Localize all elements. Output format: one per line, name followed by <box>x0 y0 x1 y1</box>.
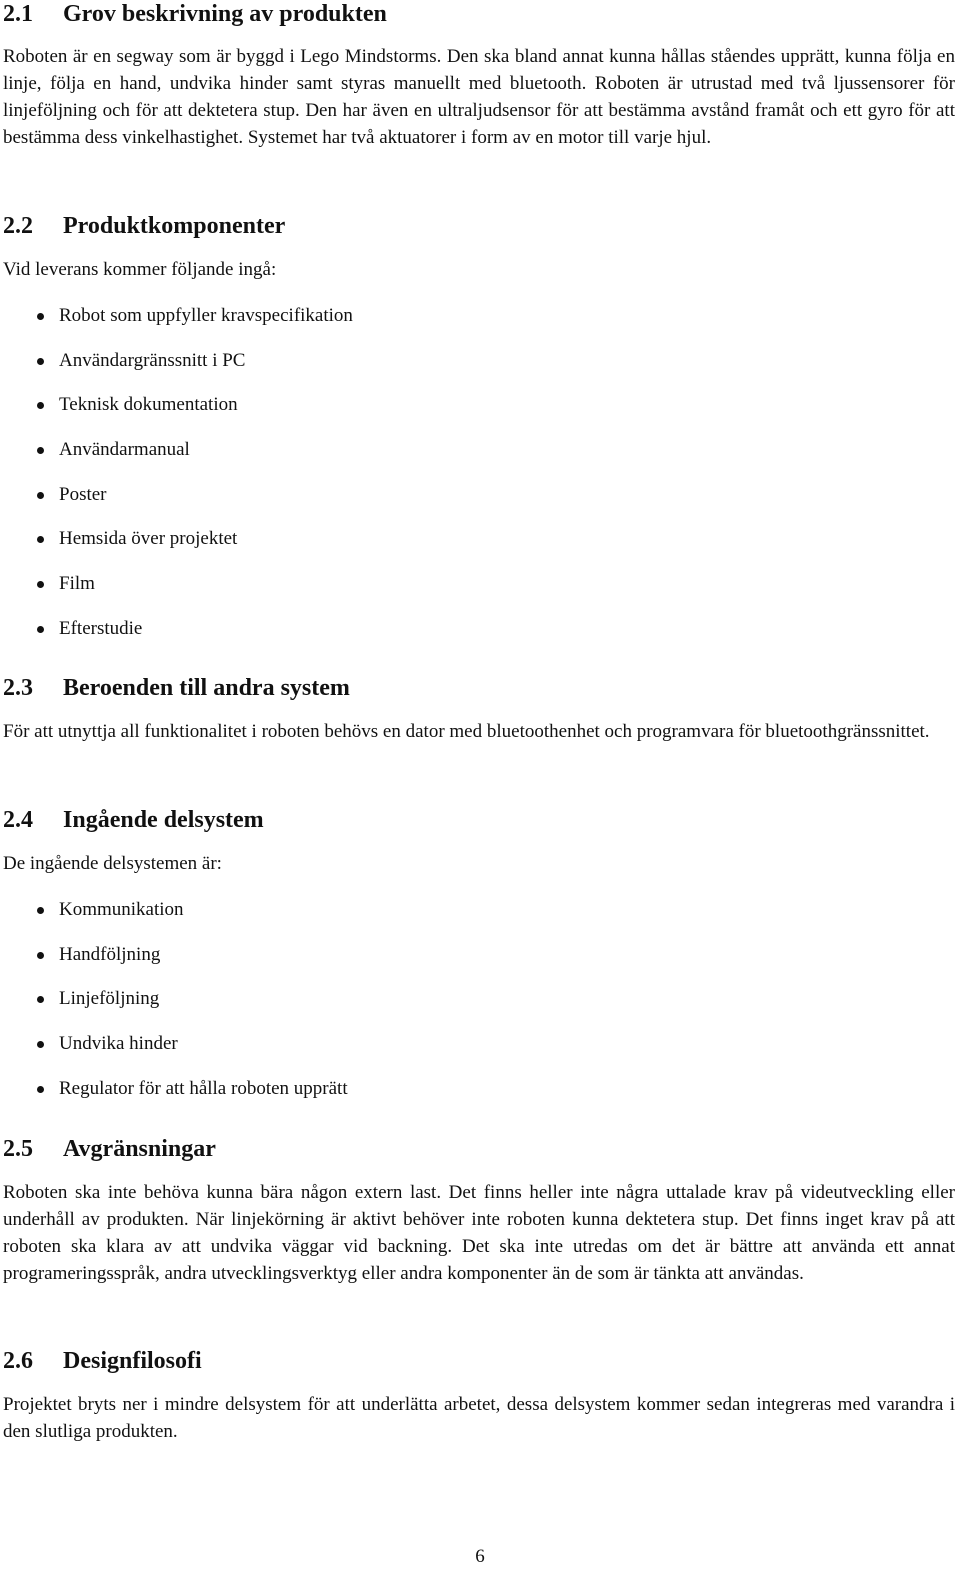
section-2-1 <box>3 0 955 151</box>
list-item <box>3 394 955 439</box>
list-item-label: Handföljning <box>59 943 161 965</box>
section-title: Produktkomponenter <box>63 213 286 239</box>
section-heading <box>3 1347 955 1375</box>
list-item-label: Linjeföljning <box>59 988 160 1010</box>
list-item <box>3 350 955 395</box>
list-item <box>3 899 955 944</box>
bullet-icon <box>37 581 44 588</box>
section-2-4 <box>3 806 955 1122</box>
section-heading <box>3 212 955 240</box>
bullet-icon <box>37 1041 44 1048</box>
bullet-icon <box>37 1086 44 1093</box>
bullet-icon <box>37 447 44 454</box>
bullet-icon <box>37 402 44 409</box>
section-heading <box>3 0 955 28</box>
list-item <box>3 944 955 989</box>
section-heading <box>3 806 955 834</box>
section-title: Beroenden till andra system <box>63 675 350 701</box>
section-number: 2.3 <box>3 675 33 701</box>
section-paragraph: För att utnyttja all funktionalitet i roboten behövs en dator med bluetoothenhet och programvara för bluetoothgränssnittet. <box>3 721 930 742</box>
list-item <box>3 1078 955 1123</box>
list-item <box>3 528 955 573</box>
list-item-label: Kommunikation <box>59 899 184 920</box>
bullet-icon <box>37 313 44 320</box>
section-number: 2.1 <box>3 1 33 27</box>
section-2-3 <box>3 674 955 745</box>
section-2-5 <box>3 1135 955 1287</box>
section-paragraph: Projektet bryts ner i mindre delsystem för att underlätta arbetet, dessa delsystem kommer sedan integreras med varandra i den slutliga produkten. <box>3 1394 955 1442</box>
list-item-label: Användarmanual <box>59 439 190 461</box>
list-item <box>3 1033 955 1078</box>
bullet-icon <box>37 492 44 499</box>
list-item <box>3 618 955 663</box>
bullet-icon <box>37 358 44 365</box>
section-heading <box>3 1135 955 1163</box>
list-item <box>3 988 955 1033</box>
bullet-icon <box>37 536 44 543</box>
section-intro: De ingående delsystemen är: <box>3 853 222 874</box>
component-list <box>3 305 955 663</box>
section-title: Grov beskrivning av produkten <box>63 1 387 27</box>
list-item-label: Poster <box>59 483 107 505</box>
bullet-icon <box>37 626 44 633</box>
section-title: Designfilosofi <box>63 1348 202 1374</box>
section-2-6 <box>3 1347 955 1445</box>
bullet-icon <box>37 952 44 959</box>
list-item <box>3 484 955 529</box>
section-title: Avgränsningar <box>63 1136 216 1162</box>
section-heading <box>3 674 955 702</box>
section-number: 2.2 <box>3 213 33 239</box>
list-item-label: Undvika hinder <box>59 1033 178 1055</box>
bullet-icon <box>37 996 44 1003</box>
section-title: Ingående delsystem <box>63 807 264 833</box>
list-item-label: Film <box>59 573 95 595</box>
section-number: 2.6 <box>3 1348 33 1374</box>
list-item-label: Regulator för att hålla roboten upprätt <box>59 1077 348 1099</box>
list-item <box>3 439 955 484</box>
list-item-label: Efterstudie <box>59 617 143 639</box>
list-item <box>3 305 955 350</box>
section-number: 2.4 <box>3 807 33 833</box>
section-2-2 <box>3 212 955 663</box>
section-paragraph: Roboten är en segway som är byggd i Lego Mindstorms. Den ska bland annat kunna hållas ståendes upprätt, kunna följa en linje, följa en hand, undvika hinder samt styras manuellt med bluetooth. Roboten är utrustad med två ljussensorer för linjeföljning och för att dektetera stup. Den har även en ultraljudsensor för att bestämma avstånd framåt och ett gyro för att bestämma dess vinkelhastighet. Systemet har två aktuatorer i form av en motor till varje hjul. <box>3 46 955 148</box>
bullet-icon <box>37 907 44 914</box>
section-intro: Vid leverans kommer följande ingå: <box>3 259 277 280</box>
list-item-label: Robot som uppfyller kravspecifikation <box>59 305 353 326</box>
list-item-label: Teknisk dokumentation <box>59 394 238 416</box>
section-number: 2.5 <box>3 1136 33 1162</box>
list-item-label: Hemsida över projektet <box>59 528 238 550</box>
list-item <box>3 573 955 618</box>
section-paragraph: Roboten ska inte behöva kunna bära någon extern last. Det finns heller inte några uttalade krav på videutveckling eller underhåll av produkten. När linjekörning är aktivt behöver inte roboten kunna dektetera stup. Det finns inget krav på att roboten ska klara av att undvika väggar vid backning. Det ska inte utredas om det är bättre att använda ett annat programeringsspråk, andra utvecklingsverktyg eller andra komponenter än de som är tänkta att användas. <box>3 1182 955 1284</box>
page-number: 6 <box>475 1546 485 1567</box>
subsystem-list <box>3 899 955 1122</box>
list-item-label: Användargränssnitt i PC <box>59 349 246 371</box>
